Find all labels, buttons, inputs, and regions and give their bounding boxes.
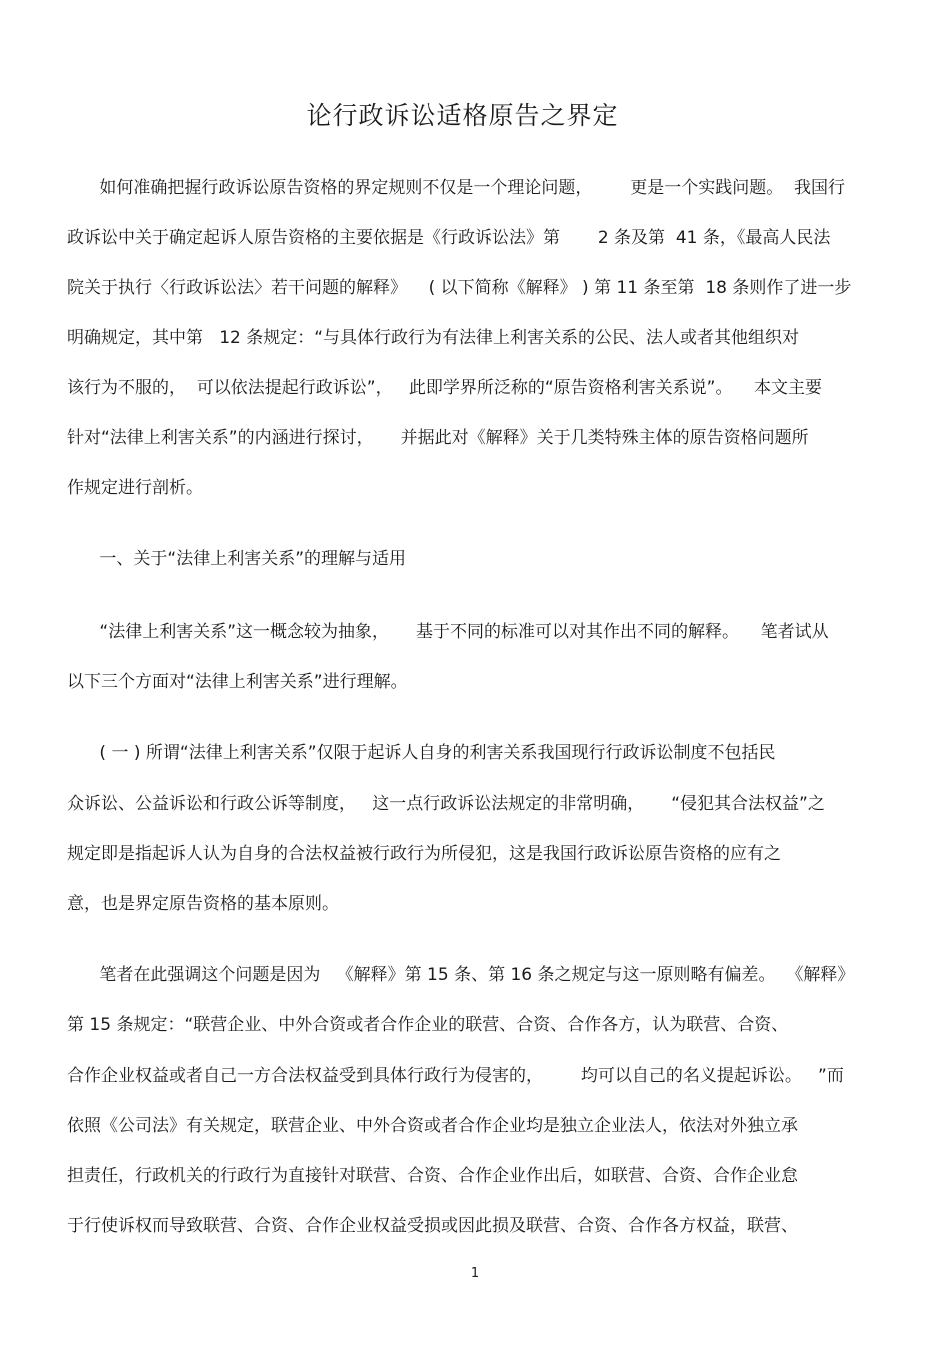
body-line: 众诉讼、公益诉讼和行政公诉等制度， 这一点行政诉讼法规定的非常明确， “侵犯其合法权益”之: [67, 794, 825, 814]
body-line: 作规定进行剖析。: [67, 478, 203, 498]
body-line: 针对“法律上利害关系”的内涵进行探讨， 并据此对《解释》关于几类特殊主体的原告资格问题所: [67, 428, 809, 448]
body-line: 于行使诉权而导致联营、合资、合作企业权益受损或因此损及联营、合资、合作各方权益，联营、: [67, 1216, 798, 1236]
section-heading: 一、关于“法律上利害关系”的理解与适用: [67, 549, 407, 569]
body-line: 意，也是界定原告资格的基本原则。: [67, 894, 339, 914]
body-line: 担责任，行政机关的行政行为直接针对联营、合资、合作企业作出后，如联营、合资、合作企业怠: [67, 1166, 798, 1186]
body-line: 明确规定，其中第 12 条规定：“与具体行政行为有法律上利害关系的公民、法人或者其他组织对: [67, 328, 800, 348]
subsection-line: ( 一 ) 所谓“法律上利害关系”仅限于起诉人自身的利害关系我国现行行政诉讼制度不包括民: [67, 743, 776, 763]
page-number: 1: [470, 1266, 480, 1281]
body-line: 规定即是指起诉人认为自身的合法权益被行政行为所侵犯，这是我国行政诉讼原告资格的应有之: [67, 844, 781, 864]
body-line: “法律上利害关系”这一概念较为抽象， 基于不同的标准可以对其作出不同的解释。 笔者试从: [67, 622, 829, 642]
body-line: 合作企业权益或者自己一方合法权益受到具体行政行为侵害的， 均可以自己的名义提起诉讼。 ”而: [67, 1066, 844, 1086]
body-line: 院关于执行〈行政诉讼法〉若干问题的解释》 ( 以下简称《解释》 ) 第 11 条至第 18 条则作了进一步: [67, 278, 852, 298]
body-line: 依照《公司法》有关规定，联营企业、中外合资或者合作企业均是独立企业法人，依法对外独立承: [67, 1116, 798, 1136]
body-line: 该行为不服的， 可以依法提起行政诉讼”， 此即学界所泛称的“原告资格利害关系说”。 本文主要: [67, 378, 823, 398]
body-line: 政诉讼中关于确定起诉人原告资格的主要依据是《行政诉讼法》第 2 条及第 41 条，《最高人民法: [67, 228, 831, 248]
body-line: 以下三个方面对“法律上利害关系”进行理解。: [67, 672, 408, 692]
document-title: 论行政诉讼适格原告之界定: [306, 101, 619, 130]
body-line: 第 15 条规定：“联营企业、中外合资或者合作企业的联营、合资、合作各方，认为联营、合资、: [67, 1015, 789, 1035]
body-line: 如何准确把握行政诉讼原告资格的界定规则不仅是一个理论问题， 更是一个实践问题。 我国行: [67, 178, 846, 198]
body-line: 笔者在此强调这个问题是因为 《解释》第 15 条、第 16 条之规定与这一原则略有偏差。 《解释》: [67, 965, 855, 985]
